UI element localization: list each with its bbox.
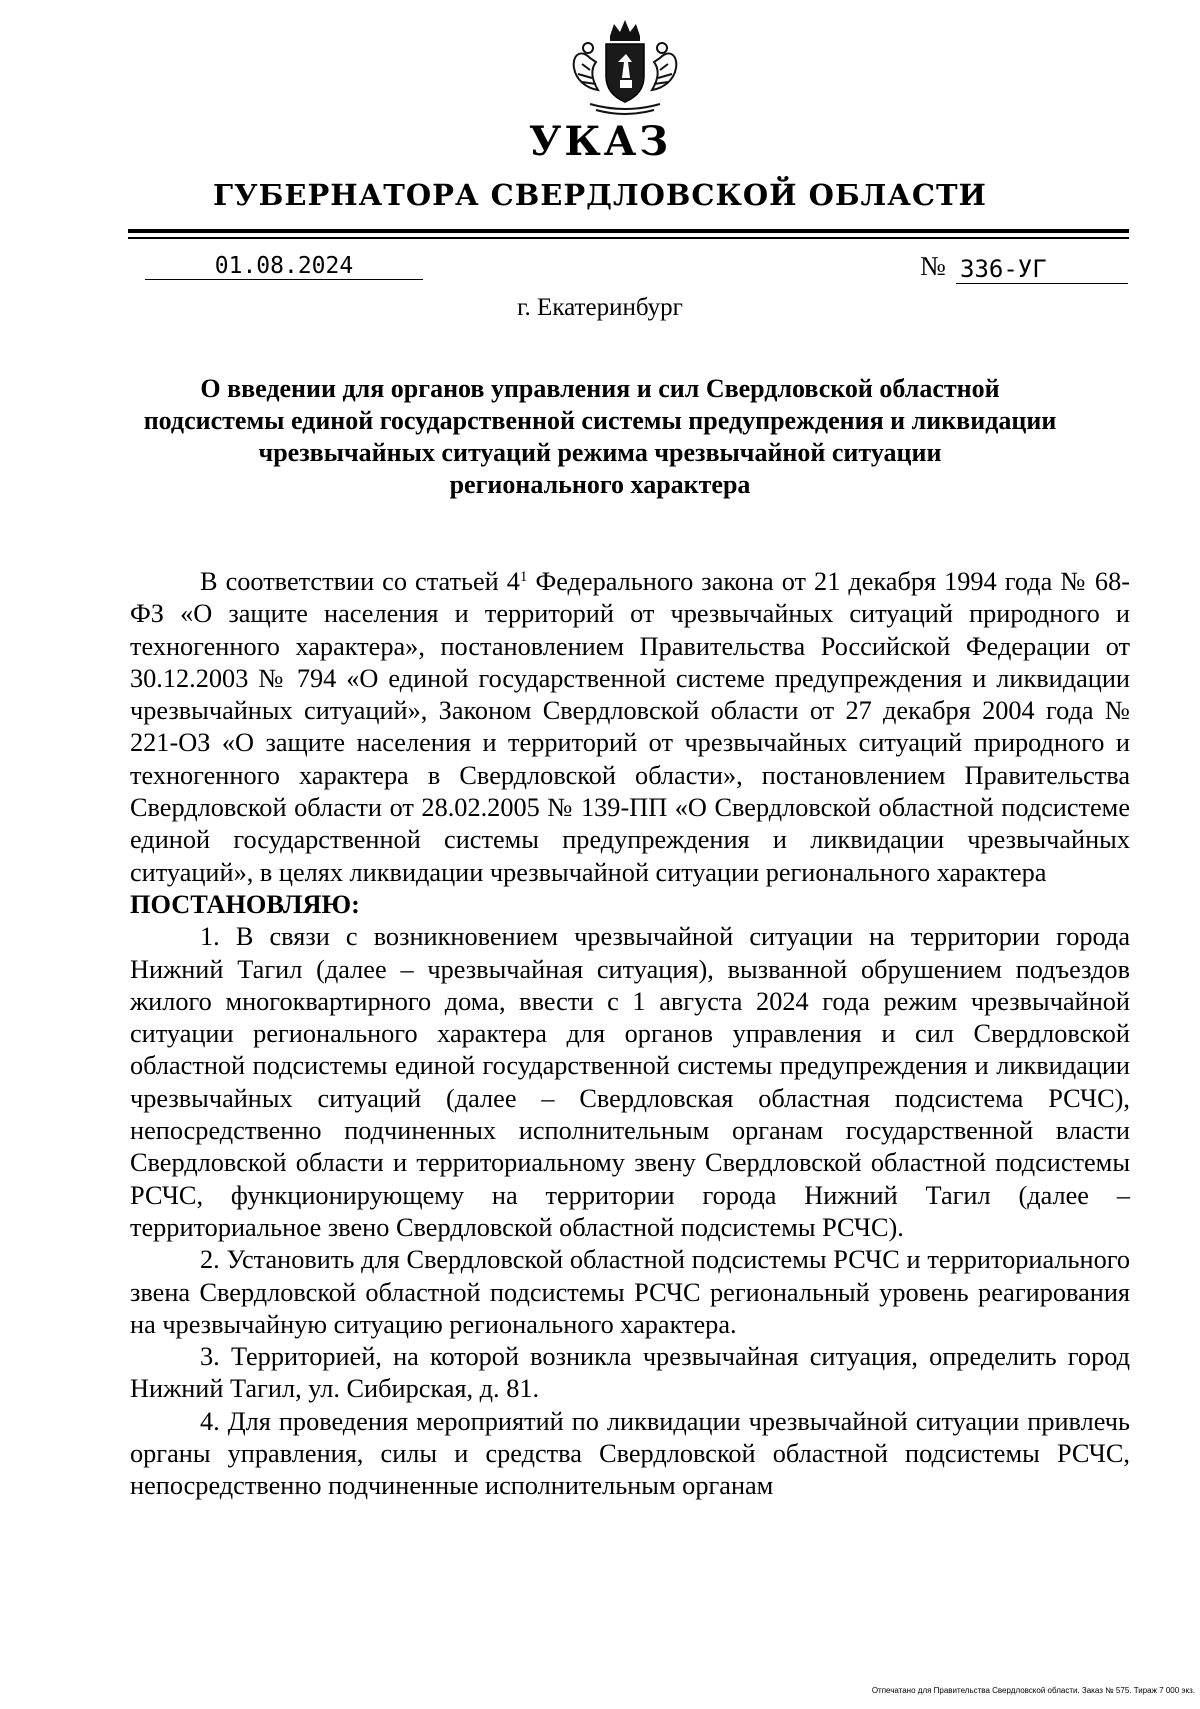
article-superscript: 1 xyxy=(519,569,528,585)
number-sign: № xyxy=(920,251,946,281)
title-line: О введении для органов управления и сил Свердловской областной xyxy=(200,374,1000,403)
item-1-paragraph: 1. В связи с возникновением чрезвычайной ситуации на территории города Нижний Тагил (далее – чрезвычайная ситуация), вызванной обрушением подъездов жилого многоквартирного дома, ввести с 1 августа 2024 года режим чрезвычайной ситуации регионального характера для органов управления и сил Свердловской областной подсистемы единой государственной системы предупреждения и ликвидации чрезвычайных ситуаций (далее – Свердловская областная подсистема РСЧС), непосредственно подчиненных исполнительным органам государственной власти Свердловской области и территориальному звену Свердловской областной подсистемы РСЧС, функционирующему на территории города Нижний Тагил (далее – территориальное звено Свердловской областной подсистемы РСЧС). xyxy=(130,922,1130,1242)
issue-city: г. Екатеринбург xyxy=(517,294,683,321)
document-type-heading: УКАЗ xyxy=(528,118,672,165)
date-underline xyxy=(145,279,423,280)
item-4-paragraph: 4. Для проведения мероприятий по ликвидации чрезвычайной ситуации привлечь органы управления, силы и средства Свердловской областной подсистемы РСЧС, непосредственно подчиненные исполнительным органам xyxy=(130,1406,1130,1501)
issuing-authority-heading: ГУБЕРНАТОРА СВЕРДЛОВСКОЙ ОБЛАСТИ xyxy=(213,178,987,212)
document-number: 336-УГ xyxy=(960,255,1047,283)
header-rule-thin xyxy=(128,237,1129,239)
title-line: чрезвычайных ситуаций режима чрезвычайной ситуации xyxy=(258,438,942,467)
print-note-footer: Отпечатано для Правительства Свердловской области. Заказ № 575. Тираж 7 000 экз. xyxy=(871,1686,1195,1695)
preamble-start: В соответствии со статьей 4 xyxy=(200,567,520,596)
coat-of-arms-icon xyxy=(560,18,690,118)
document-title xyxy=(120,373,1080,501)
item-2-paragraph: 2. Установить для Свердловской областной подсистемы РСЧС и территориального звена Свердловской областной подсистемы РСЧС региональный уровень реагирования на чрезвычайную ситуацию регионального характера. xyxy=(130,1245,1130,1339)
decree-word: ПОСТАНОВЛЯЮ: xyxy=(130,889,360,919)
title-line: подсистемы единой государственной системы предупреждения и ликвидации xyxy=(143,406,1057,435)
preamble-paragraph xyxy=(130,566,1130,889)
number-underline xyxy=(956,283,1128,284)
document-date: 01.08.2024 xyxy=(214,253,354,279)
title-line: регионального характера xyxy=(449,470,751,499)
document-body xyxy=(130,566,1130,1503)
header-rule-thick xyxy=(128,229,1129,233)
preamble-rest: Федерального закона от 21 декабря 1994 года № 68-ФЗ «О защите населения и территорий от чрезвычайных ситуаций природного и техногенного характера», постановлением Правительства Российской Федерации от 30.12.2003 № 794 «О единой государственной системе предупреждения и ликвидации чрезвычайных ситуаций», Законом Свердловской области от 27 декабря 2004 года № 221-ОЗ «О защите населения и территорий от чрезвычайных ситуаций природного и техногенного характера в Свердловской области», постановлением Правительства Свердловской области от 28.02.2005 № 139-ПП «О Свердловской областной подсистеме единой государственной системы предупреждения и ликвидации чрезвычайных ситуаций», в целях ликвидации чрезвычайной ситуации регионального характера xyxy=(130,567,1130,887)
item-3-paragraph: 3. Территорией, на которой возникла чрезвычайная ситуация, определить город Нижний Тагил, ул. Сибирская, д. 81. xyxy=(130,1342,1130,1404)
